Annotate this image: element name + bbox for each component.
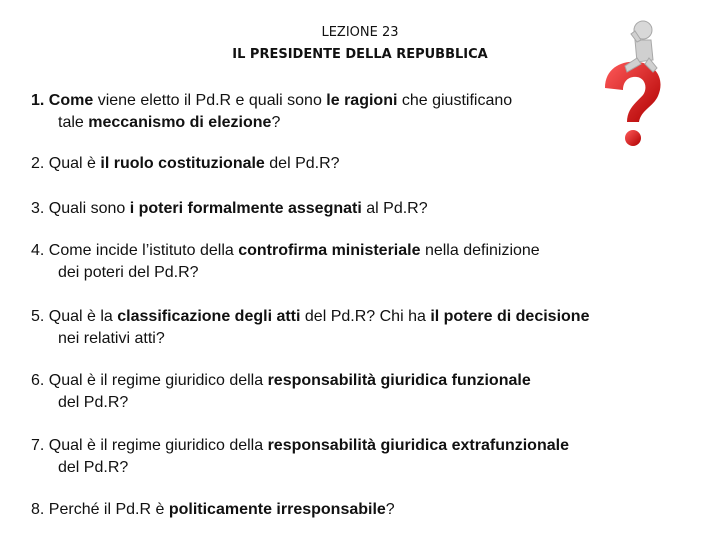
question-item	[31, 306, 589, 350]
question-item	[31, 90, 512, 134]
question-line	[31, 435, 569, 457]
bold-segment: classificazione degli atti	[117, 308, 301, 325]
question-item	[31, 370, 531, 414]
thinking-figure-on-question-mark-icon	[595, 18, 670, 158]
question-line	[31, 112, 512, 134]
text-segment: 5. Qual è la	[31, 308, 118, 325]
text-segment: 2. Qual è	[31, 155, 101, 172]
text-segment: 3. Quali sono	[31, 200, 130, 217]
question-line	[31, 306, 589, 328]
lesson-title: IL PRESIDENTE DELLA REPUBBLICA	[232, 47, 488, 62]
text-segment: ?	[271, 114, 281, 131]
bold-segment: il potere di decisione	[430, 308, 590, 325]
text-segment: del Pd.R?	[264, 155, 340, 172]
question-line	[31, 240, 540, 262]
text-segment: 4. Come incide l’istituto della	[31, 242, 239, 259]
text-segment: del Pd.R?	[58, 394, 129, 411]
question-line	[31, 370, 531, 392]
text-segment: al Pd.R?	[361, 200, 428, 217]
text-segment: nei relativi atti?	[58, 330, 165, 347]
text-segment: che giustificano	[397, 92, 513, 109]
question-line	[31, 328, 589, 350]
text-segment: viene eletto il Pd.R e quali sono	[93, 92, 327, 109]
question-line	[31, 499, 395, 521]
question-line	[31, 198, 428, 220]
question-line	[31, 457, 569, 479]
bold-segment: controfirma ministeriale	[238, 242, 421, 259]
bold-segment: politicamente irresponsabile	[168, 501, 386, 518]
text-segment: del Pd.R?	[58, 459, 129, 476]
text-segment: del Pd.R? Chi ha	[300, 308, 431, 325]
bold-segment: il ruolo costituzionale	[100, 155, 265, 172]
text-segment: ?	[385, 501, 395, 518]
question-line	[31, 153, 340, 175]
question-item	[31, 198, 428, 220]
lesson-number: LEZIONE 23	[321, 25, 399, 40]
question-item	[31, 435, 569, 479]
question-line	[31, 90, 512, 112]
question-item	[31, 499, 395, 521]
question-line	[31, 392, 531, 414]
question-item	[31, 240, 540, 284]
bold-segment: le ragioni	[326, 92, 398, 109]
text-segment: 7. Qual è il regime giuridico della	[31, 437, 268, 454]
text-segment: 6. Qual è il regime giuridico della	[31, 372, 268, 389]
text-segment: nella definizione	[420, 242, 540, 259]
text-segment: dei poteri del Pd.R?	[58, 264, 199, 281]
question-item	[31, 153, 340, 175]
bold-segment: i poteri formalmente assegnati	[129, 200, 362, 217]
text-segment: 8. Perché il Pd.R è	[31, 501, 169, 518]
bold-segment: meccanismo di elezione	[88, 114, 272, 131]
question-line	[31, 262, 540, 284]
text-segment: tale	[58, 114, 89, 131]
bold-segment: 1.	[31, 92, 49, 109]
bold-segment: responsabilità giuridica funzionale	[267, 372, 531, 389]
bold-segment: Come	[48, 92, 94, 109]
bold-segment: responsabilità giuridica extrafunzionale	[267, 437, 569, 454]
